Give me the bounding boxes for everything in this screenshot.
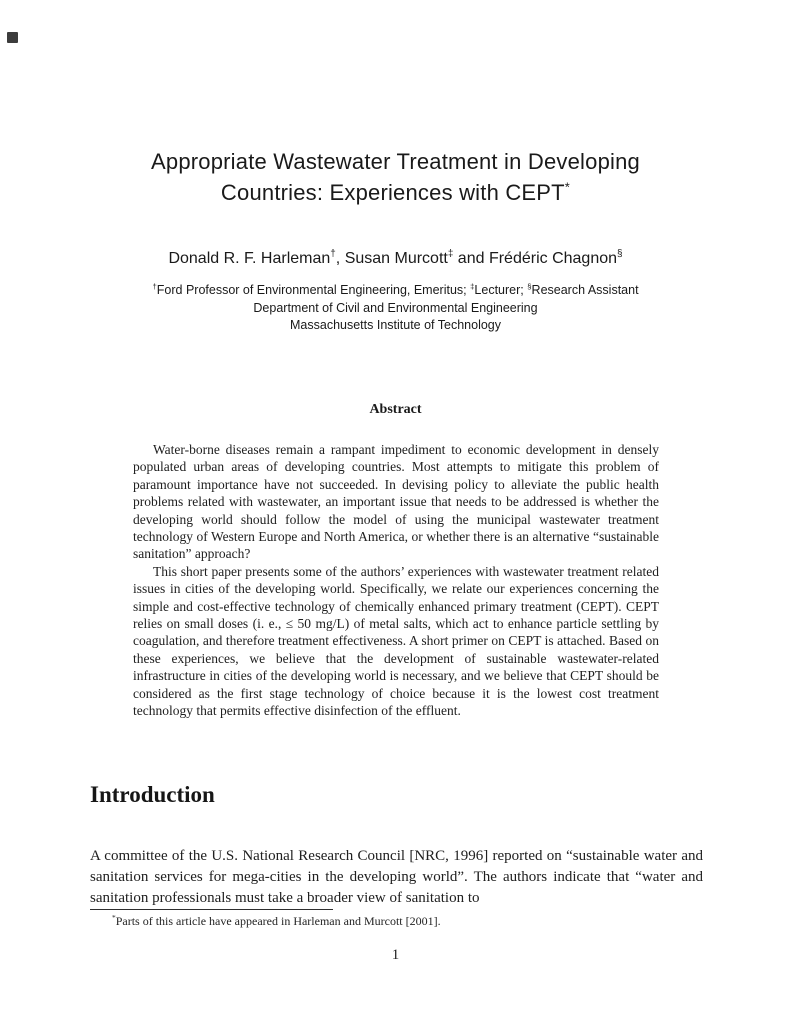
institution-line: Massachusetts Institute of Technology	[290, 318, 501, 332]
author-marker-3: §	[617, 248, 623, 260]
page-number: 1	[391, 947, 400, 963]
abstract-paragraph-2: This short paper presents some of the authors’ experiences with wastewater treatment related issues in cities of the developing world. Specifically, we relate our experiences concerning the simple and cost-effective technology of chemically enhanced primary treatment (CEPT). CEPT relies on small doses (i. e., ≤ 50 mg/L) of metal salts, which act to enhance particle settling by coagulation, and therefore treatment effectiveness. A short primer on CEPT is attached. Based on these experiences, we believe that the development of sustainable wastewater-related infrastructure in cities of the developing world is necessary, and we believe that CEPT should be considered as the first stage technology of choice because it is the lowest cost treatment technology that permits effective disinfection of the effluent.	[133, 563, 659, 719]
paper-title-line1: Appropriate Wastewater Treatment in Developing	[151, 149, 640, 174]
footnote-text	[90, 914, 703, 929]
paper-title	[0, 146, 791, 208]
affiliation-marker-2: ‡	[470, 281, 475, 291]
author-separator-2: and	[453, 250, 489, 267]
author-name-2: Susan Murcott	[344, 250, 448, 267]
author-name-1: Donald R. F. Harleman	[168, 250, 331, 267]
abstract-paragraph-1: Water-borne diseases remain a rampant impediment to economic development in densely populated urban areas of developing countries. Most attempts to mitigate this problem of paramount importance have not succeeded. In devising policy to alleviate the public health problems related with wastewater, an important issue that needs to be addressed is whether the developing world should follow the model of using the municipal wastewater treatment technology of Western Europe and North America, or whether there is an alternative “sustainable sanitation” approach?	[133, 442, 659, 562]
affiliation-marker-3: §	[527, 281, 532, 291]
affiliation-3: Research Assistant	[531, 283, 639, 297]
author-separator-1: ,	[335, 250, 345, 267]
author-marker-1: †	[330, 248, 336, 260]
department-line: Department of Civil and Environmental Engineering	[253, 300, 538, 315]
author-line	[0, 250, 791, 268]
footnote-marker: *	[112, 913, 116, 922]
affiliation-block	[0, 282, 791, 335]
affiliation-line	[0, 282, 791, 300]
footnote-content: Parts of this article have appeared in Harleman and Murcott [2001].	[115, 914, 441, 928]
abstract-body	[133, 441, 659, 720]
abstract-heading: Abstract	[369, 402, 422, 417]
paper-title-line2: Countries: Experiences with CEPT	[220, 180, 565, 205]
author-name-3: Frédéric Chagnon	[488, 250, 618, 267]
corner-mark	[7, 32, 18, 43]
introduction-paragraph: A committee of the U.S. National Research Council [NRC, 1996] reported on “sustainable water and sanitation services for mega-cities in the developing world”. The authors indicate that “water and sanitation professionals must take a broader view of sanitation to	[90, 848, 703, 906]
footnote-block	[90, 909, 703, 929]
affiliation-2: Lecturer;	[474, 283, 528, 297]
section-heading-introduction: Introduction	[90, 782, 215, 807]
footnote-rule	[90, 909, 333, 910]
author-marker-2: ‡	[447, 248, 454, 260]
title-footnote-marker: *	[564, 179, 571, 195]
affiliation-1: Ford Professor of Environmental Engineering, Emeritus;	[156, 283, 471, 297]
affiliation-marker-1: †	[152, 281, 157, 291]
